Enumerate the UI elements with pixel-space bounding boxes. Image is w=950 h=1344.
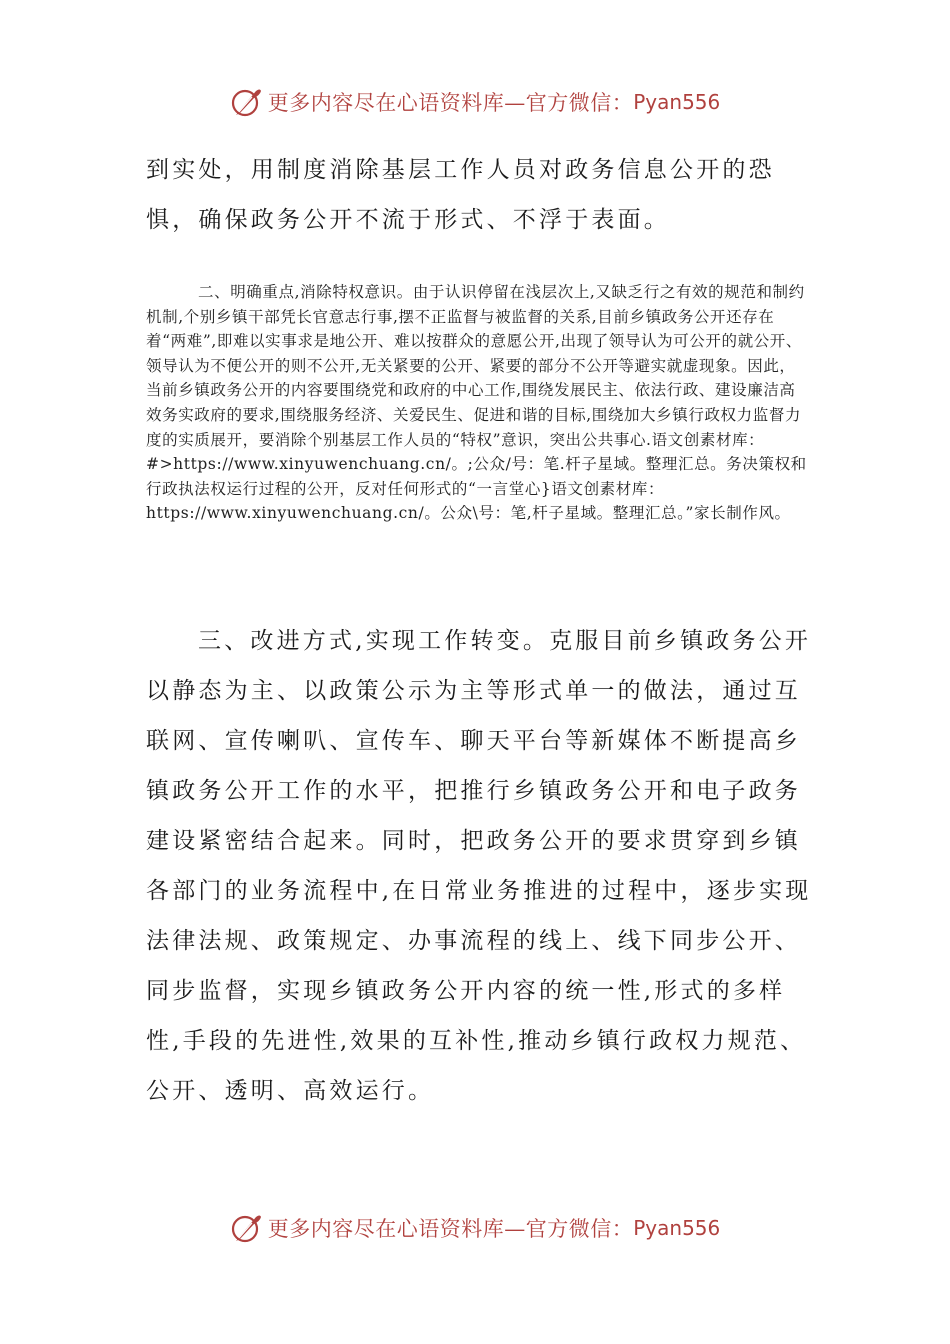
quill-pen-icon bbox=[230, 85, 264, 119]
brand-text: 更多内容尽在心语资料库—官方微信： bbox=[267, 1217, 634, 1241]
footer-banner bbox=[0, 1208, 950, 1248]
header-banner bbox=[0, 82, 950, 122]
wechat-id: Pyan556 bbox=[633, 1216, 721, 1240]
brand-text: 更多内容尽在心语资料库—官方微信： bbox=[267, 91, 634, 115]
paragraph-section-3: 三、改进方式,实现工作转变。克服目前乡镇政务公开以静态为主、以政策公示为主等形式单一的做法，通过互联网、宣传喇叭、宣传车、聊天平台等新媒体不断提高乡镇政务公开工作的水平，把推行乡镇政务公开和电子政务建设紧密结合起来。同时，把政务公开的要求贯穿到乡镇各部门的业务流程中,在日常业务推进的过程中，逐步实现法律法规、政策规定、办事流程的线上、线下同步公开、同步监督，实现乡镇政务公开内容的统一性,形式的多样性,手段的先进性,效果的互补性,推动乡镇行政权力规范、公开、透明、高效运行。 bbox=[146, 628, 812, 1104]
quill-pen-icon bbox=[230, 1211, 264, 1245]
wechat-id: Pyan556 bbox=[633, 90, 721, 114]
paragraph-section-2: 二、明确重点,消除特权意识。由于认识停留在浅层次上,又缺乏行之有效的规范和制约机制,个别乡镇干部凭长官意志行事,摆不正监督与被监督的关系,目前乡镇政务公开还存在着“两难”,即难以实事求是地公开、难以按群众的意愿公开,出现了领导认为可公开的就公开、领导认为不便公开的则不公开,无关紧要的公开、紧要的部分不公开等避实就虚现象。因此，当前乡镇政务公开的内容要围绕党和政府的中心工作,围绕发展民主、依法行政、建设廉洁高效务实政府的要求,围绕服务经济、关爱民生、促进和谐的目标,围绕加大乡镇行政权力监督力度的实质展开，要消除个别基层工作人员的“特权”意识，突出公共事心.语文创素材库：#>https://www.xinyuwenchuang.cn/。;公众/号：笔.杆子星域。整理汇总。务决策权和行政执法权运行过程的公开，反对任何形式的“一言堂心}语文创素材库：https://www.xinyuwenchuang.cn/。公众\号：笔,杆子星域。整理汇总。”家长制作风。 bbox=[146, 283, 807, 523]
paragraph-continuation: 到实处，用制度消除基层工作人员对政务信息公开的恐惧，确保政务公开不流于形式、不浮于表面。 bbox=[146, 157, 775, 233]
